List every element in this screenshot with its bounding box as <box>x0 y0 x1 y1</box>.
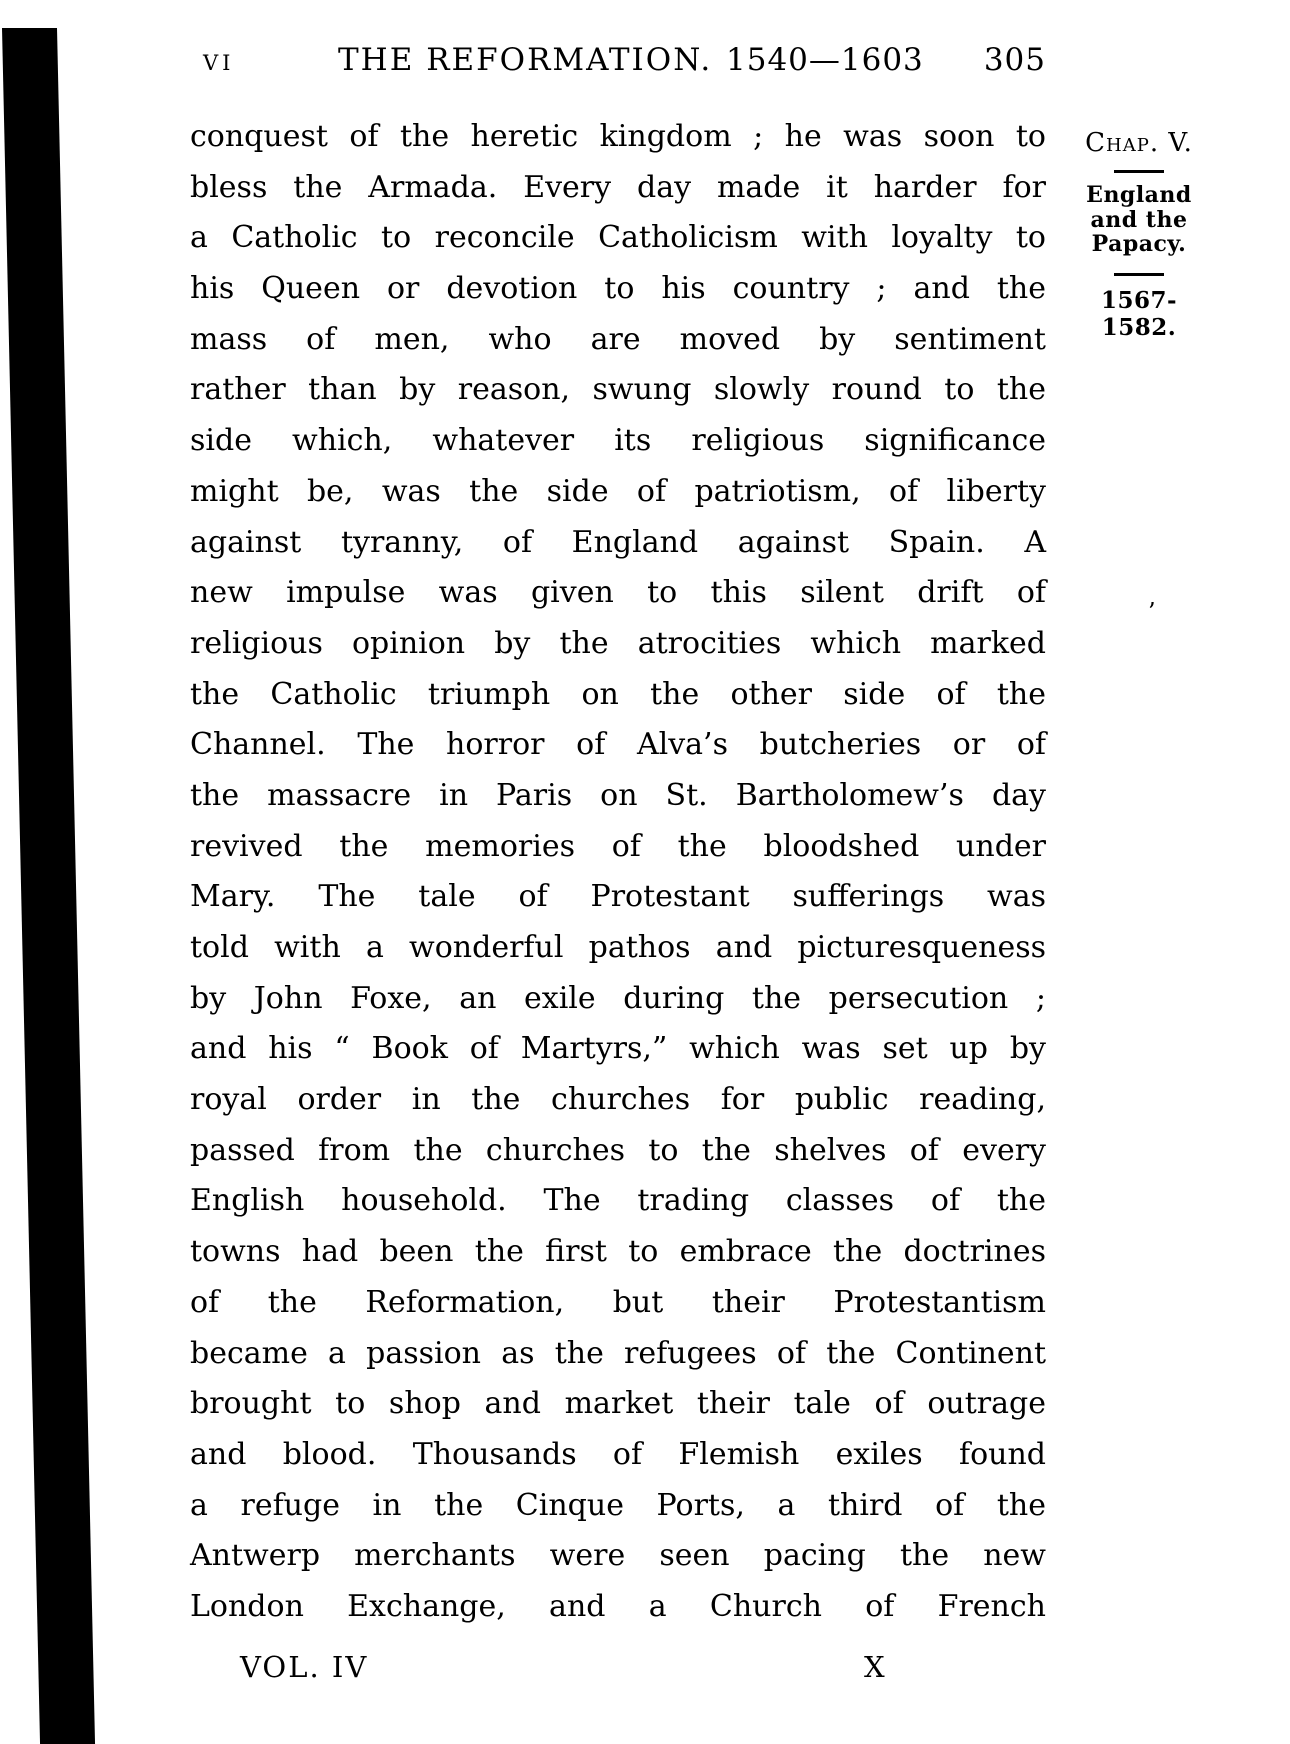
header-date-range: 1540—1603 <box>726 42 924 78</box>
side-note-line: and the <box>1090 206 1188 233</box>
side-note <box>1072 183 1206 257</box>
margin-date-note: 1567-1582. <box>1100 286 1178 341</box>
body-paragraph <box>190 112 1046 1633</box>
text-line: the Catholic triumph on the other side of the <box>190 676 1046 712</box>
binding-shadow-bar <box>2 28 95 1744</box>
side-note-line: England <box>1086 182 1192 208</box>
text-line: by John Foxe, an exile during the persecution ; <box>190 980 1046 1016</box>
text-line: bless the Armada. Every day made it harder for <box>190 169 1046 205</box>
margin-notes-column <box>1072 130 1206 341</box>
text-line: told with a wonderful pathos and picturesqueness <box>190 930 1046 965</box>
text-line: a Catholic to reconcile Catholicism with loyalty to <box>190 220 1046 256</box>
divider-rule <box>1114 273 1164 276</box>
text-line: revived the memories of the bloodshed under <box>190 828 1046 864</box>
text-line: and his “ Book of Martyrs,” which was set up by <box>190 1031 1046 1067</box>
text-line: London Exchange, and a Church of French <box>190 1588 1046 1624</box>
text-line: against tyranny, of England against Spain. A <box>190 524 1046 560</box>
text-line: new impulse was given to this silent drift of <box>190 575 1046 611</box>
quire-signature-mark: X <box>864 1650 885 1684</box>
text-line: the massacre in Paris on St. Bartholomew’s day <box>190 777 1046 813</box>
text-line: passed from the churches to the shelves of every <box>190 1132 1046 1168</box>
text-line: and blood. Thousands of Flemish exiles found <box>190 1436 1046 1472</box>
text-line: Mary. The tale of Protestant sufferings was <box>190 879 1046 915</box>
text-line: might be, was the side of patriotism, of liberty <box>190 473 1046 509</box>
side-note-line: Papacy. <box>1091 231 1187 257</box>
text-line: brought to shop and market their tale of outrage <box>190 1386 1046 1422</box>
text-line: a refuge in the Cinque Ports, a third of the <box>190 1487 1046 1523</box>
text-line: of the Reformation, but their Protestantism <box>190 1284 1046 1320</box>
text-line: towns had been the first to embrace the doctrines <box>190 1234 1046 1270</box>
text-line: conquest of the heretic kingdom ; he was soon to <box>190 119 1046 154</box>
text-line: Antwerp merchants were seen pacing the new <box>190 1538 1046 1574</box>
page-number: 305 <box>983 42 1046 78</box>
text-line: English household. The trading classes of the <box>190 1183 1046 1219</box>
stray-ink-mark: ’ <box>1148 598 1156 626</box>
chapter-heading-note: Chap. V. <box>1085 128 1193 158</box>
text-line: rather than by reason, swung slowly round to the <box>190 372 1046 408</box>
text-line: side which, whatever its religious significance <box>190 423 1046 459</box>
page-title: THE REFORMATION. <box>338 42 713 78</box>
text-line: became a passion as the refugees of the Continent <box>190 1335 1046 1371</box>
text-line: his Queen or devotion to his country ; and the <box>190 271 1046 307</box>
gathering-signature: VI <box>203 51 235 75</box>
running-header <box>190 42 1046 82</box>
text-line: royal order in the churches for public reading, <box>190 1082 1046 1118</box>
text-line: mass of men, who are moved by sentiment <box>190 321 1046 357</box>
text-line: Channel. The horror of Alva’s butcheries or of <box>190 727 1046 763</box>
volume-label: VOL. IV <box>240 1650 369 1684</box>
text-line: religious opinion by the atrocities which marked <box>190 625 1046 661</box>
divider-rule <box>1114 170 1164 173</box>
